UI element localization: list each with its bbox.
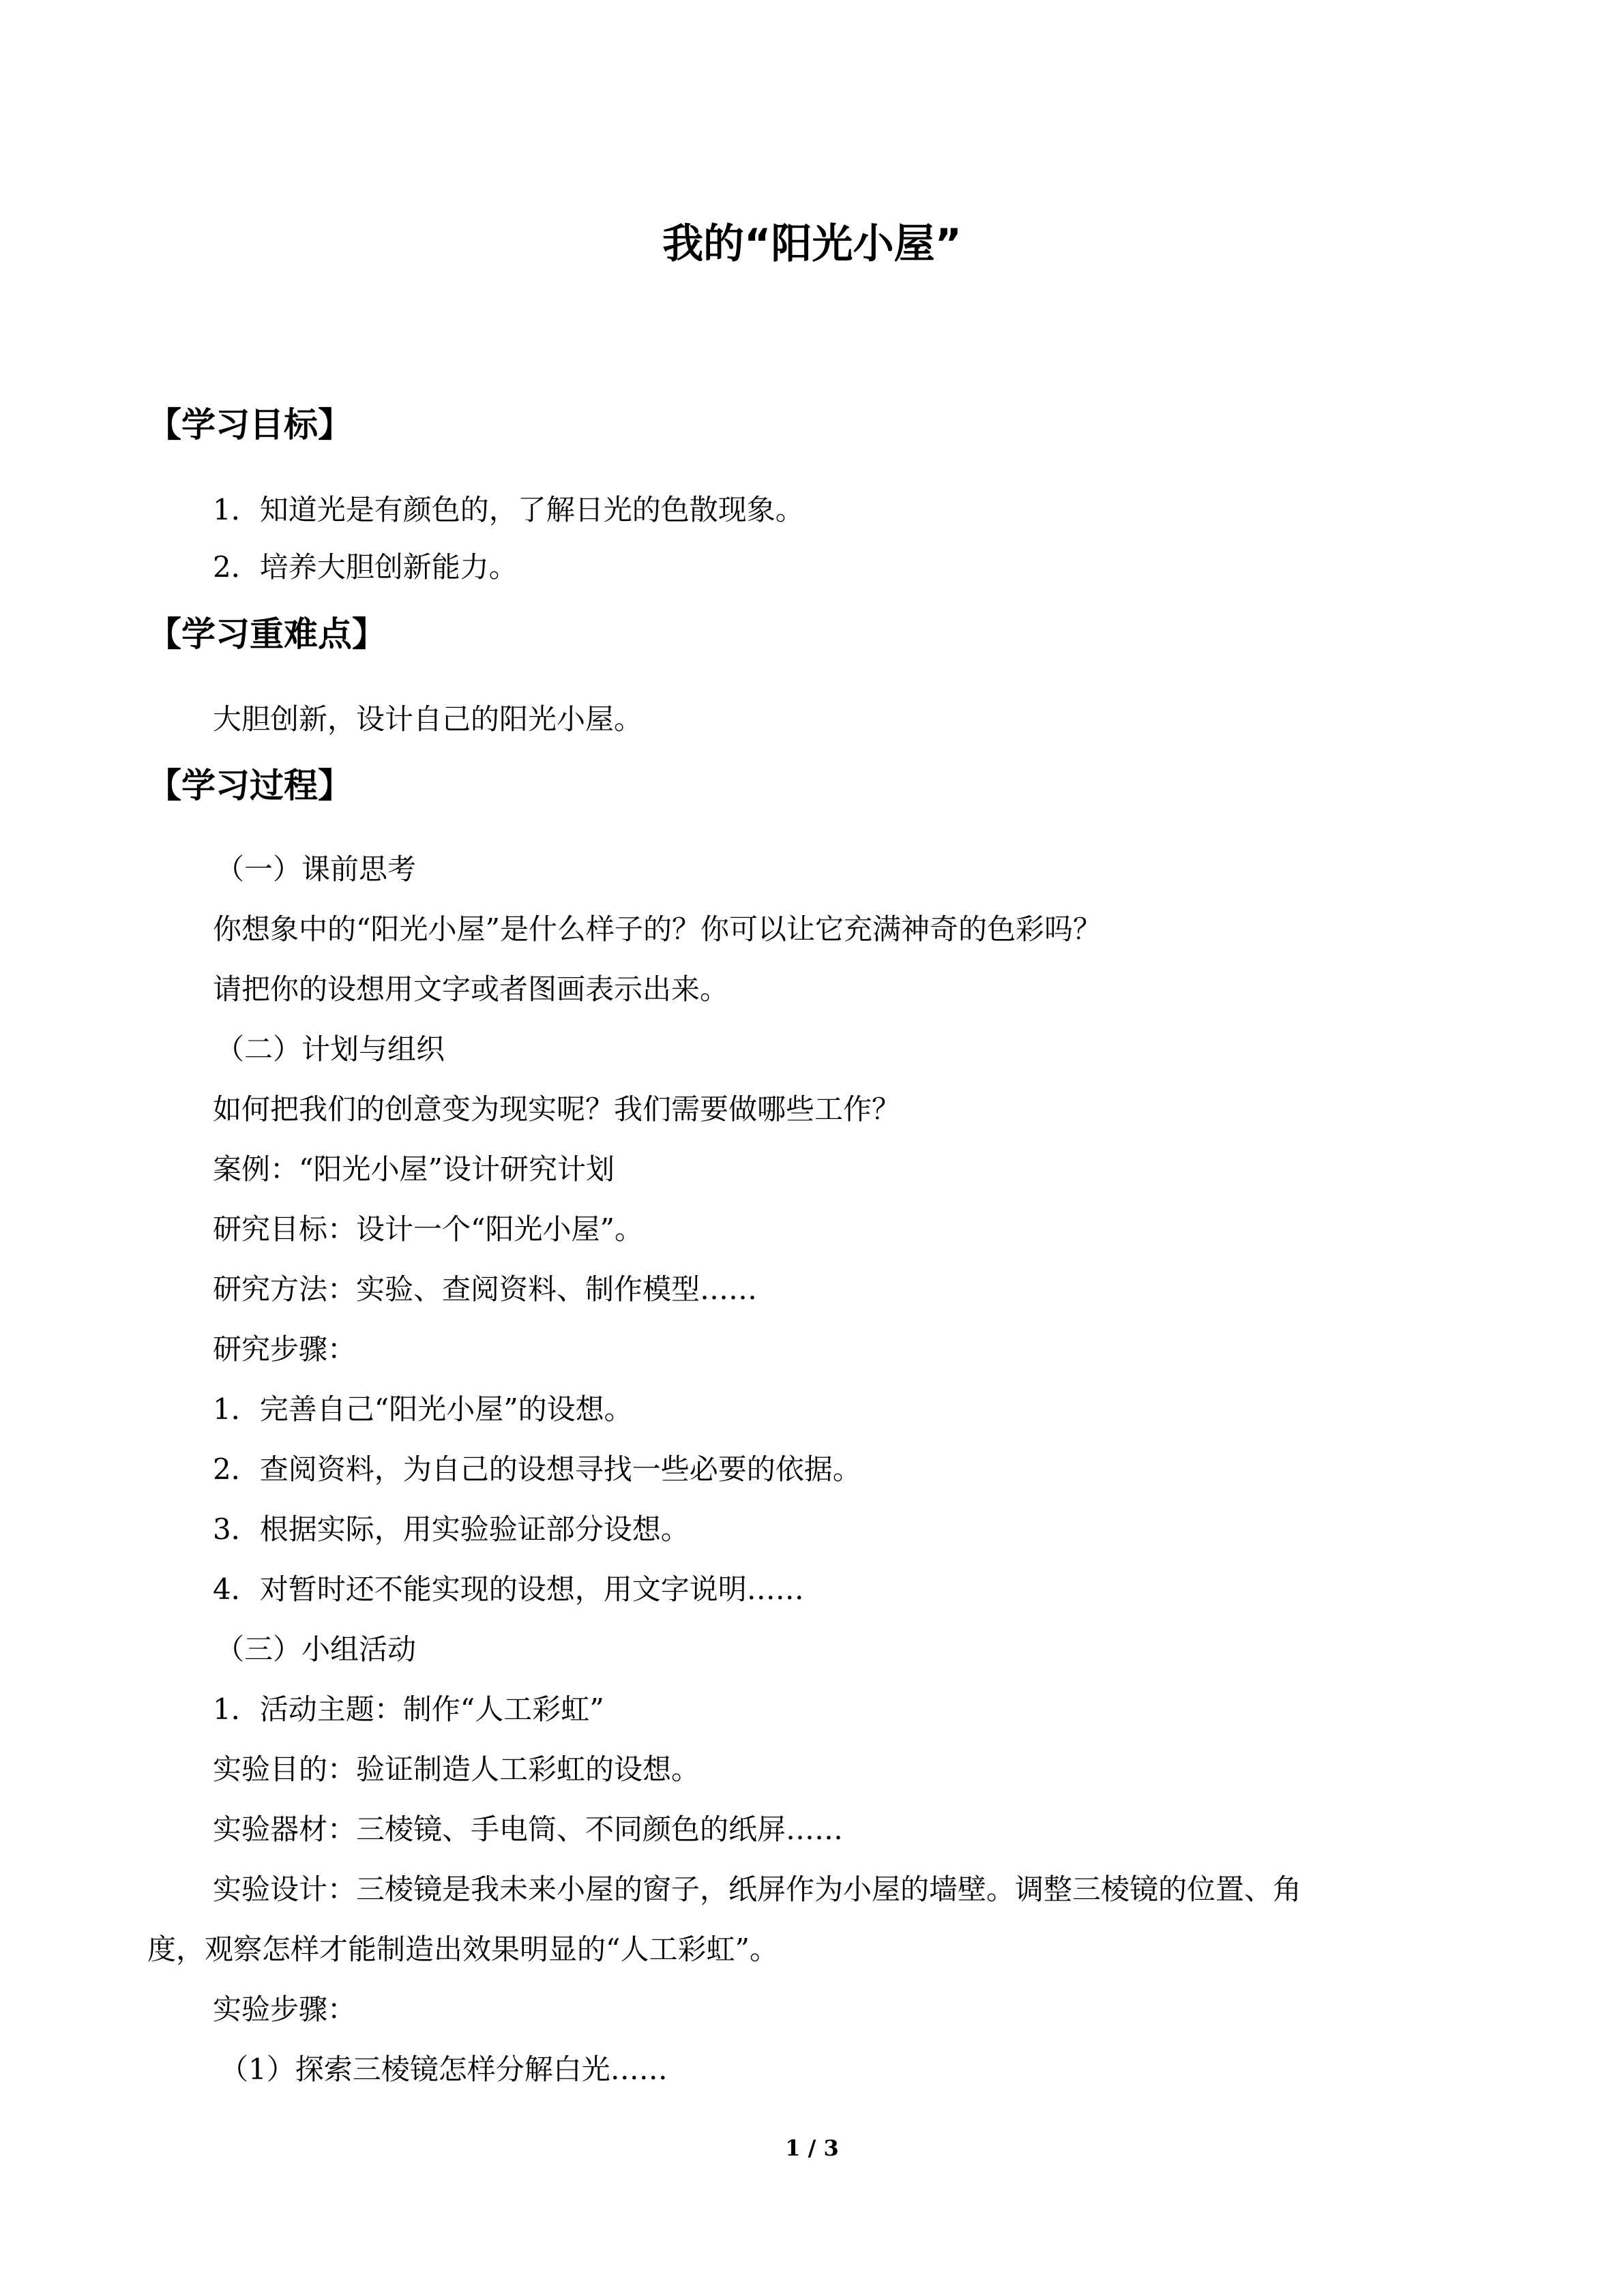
subsection-heading: （一）课前思考: [216, 852, 417, 886]
key-point-item: 大胆创新，设计自己的阳光小屋。: [213, 702, 643, 736]
process-line: 实验目的：验证制造人工彩虹的设想。: [213, 1753, 700, 1786]
process-line-continued: 度，观察怎样才能制造出效果明显的“人工彩虹”。: [147, 1933, 778, 1966]
process-line: 案例：“阳光小屋”设计研究计划: [213, 1152, 615, 1186]
process-step: 3．根据实际，用实验验证部分设想。: [213, 1512, 690, 1546]
process-step: 4．对暂时还不能实现的设想，用文字说明……: [213, 1572, 804, 1606]
process-line: 请把你的设想用文字或者图画表示出来。: [213, 972, 729, 1006]
section-heading-process: 【学习过程】: [147, 766, 352, 805]
goal-item: 2．培养大胆创新能力。: [213, 550, 518, 584]
document-title: 我的“阳光小屋”: [662, 220, 962, 268]
process-line: 研究目标：设计一个“阳光小屋”。: [213, 1212, 643, 1246]
process-line: 研究方法：实验、查阅资料、制作模型……: [213, 1272, 758, 1306]
process-line: 研究步骤：: [213, 1332, 357, 1366]
process-line: 1．活动主题：制作“人工彩虹”: [213, 1693, 604, 1726]
process-line: 如何把我们的创意变为现实呢？我们需要做哪些工作？: [213, 1092, 901, 1126]
section-heading-goals: 【学习目标】: [147, 405, 352, 445]
process-line: 实验器材：三棱镜、手电筒、不同颜色的纸屏……: [213, 1813, 844, 1846]
subsection-heading: （三）小组活动: [216, 1632, 417, 1666]
process-line: 实验步骤：: [213, 1993, 357, 2026]
process-line: 实验设计：三棱镜是我未来小屋的窗子，纸屏作为小屋的墙壁。调整三棱镜的位置、角: [213, 1873, 1302, 1906]
section-heading-key-points: 【学习重难点】: [147, 614, 386, 654]
goal-item: 1．知道光是有颜色的，了解日光的色散现象。: [213, 493, 804, 526]
process-line: 你想象中的“阳光小屋”是什么样子的？你可以让它充满神奇的色彩吗？: [213, 912, 1102, 946]
process-step: 1．完善自己“阳光小屋”的设想。: [213, 1392, 633, 1426]
process-line: （1）探索三棱镜怎样分解白光……: [220, 2053, 668, 2086]
process-step: 2．查阅资料，为自己的设想寻找一些必要的依据。: [213, 1452, 861, 1486]
page-number: 1 / 3: [785, 2135, 839, 2161]
subsection-heading: （二）计划与组织: [216, 1032, 445, 1066]
